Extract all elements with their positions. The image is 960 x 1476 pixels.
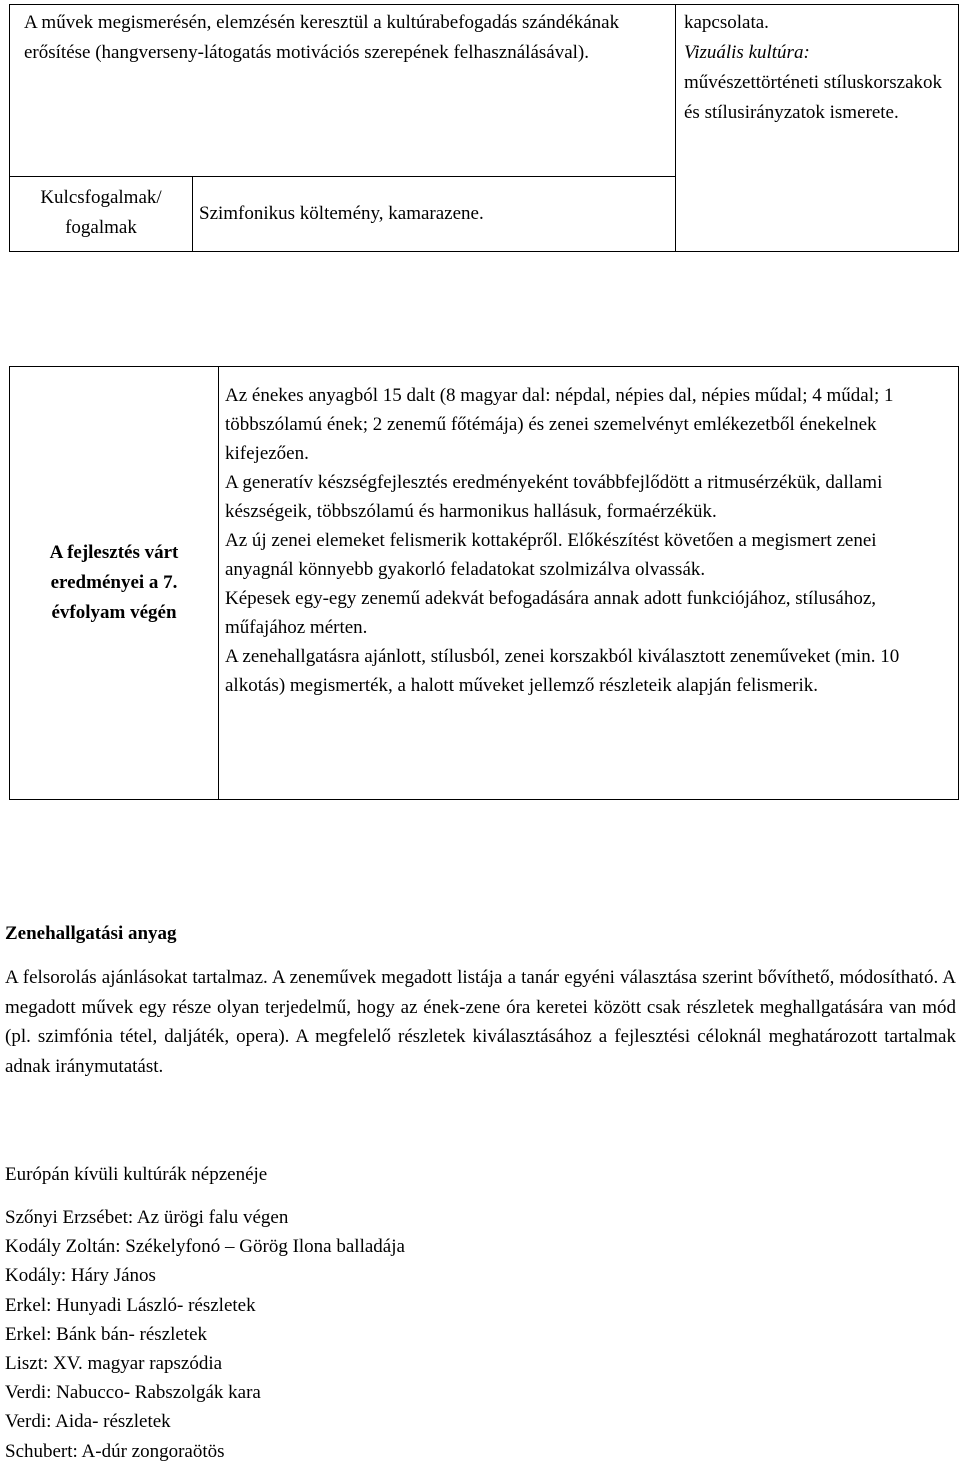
outcomes-label: A fejlesztés várt eredményei a 7. évfolyam végén	[10, 367, 219, 800]
list-item: Liszt: XV. magyar rapszódia	[5, 1353, 223, 1375]
section-title: Európán kívüli kultúrák népzenéje	[5, 1164, 268, 1185]
pieces-list	[5, 1203, 405, 1466]
key-concepts-label: Kulcsfogalmak/ fogalmak	[10, 177, 193, 252]
outcome-paragraph: Az énekes anyagból 15 dalt (8 magyar dal: népdal, népies dal, népies műdal; 4 műdal; 1 többszólamú ének; 2 zenemű főtémája) és zenei szemelvényt emlékezetből énekelnek kifejezően.	[225, 385, 894, 464]
outcomes-text-cell	[219, 367, 959, 800]
list-item: Verdi: Nabucco- Rabszolgák kara	[5, 1382, 261, 1404]
outcomes-table	[9, 366, 959, 800]
listening-heading: Zenehallgatási anyag	[5, 923, 177, 944]
outcome-paragraph: A generatív készségfejlesztés eredményeként továbbfejlődött a ritmusérzékük, dallami készségeik, többszólamú és harmonikus hallásuk, formaérzékük.	[225, 472, 883, 522]
outcome-paragraph: Képesek egy-egy zenemű adekvát befogadására annak adott funkciójához, stílusához, műfajához mérten.	[225, 588, 877, 638]
outcome-paragraph: Az új zenei elemeket felismerik kottaképről. Előkészítést követően a megismert zenei anyagnál könnyebb gyakorló feladatokat szolmizálva olvassák.	[225, 530, 877, 580]
list-item: Erkel: Bánk bán- részletek	[5, 1323, 208, 1345]
goal-text: A művek megismerésén, elemzésén keresztül a kultúrabefogadás szándékának erősítése (hangverseny-látogatás motivációs szerepének felhasználásával).	[24, 12, 620, 63]
key-concepts-value: Szimfonikus költemény, kamarazene.	[193, 177, 676, 252]
list-item: Kodály Zoltán: Székelyfonó – Görög Ilona balladája	[5, 1236, 405, 1258]
list-item: Szőnyi Erzsébet: Az ürögi falu végen	[5, 1207, 289, 1228]
outcome-paragraph: A zenehallgatásra ajánlott, stílusból, zenei korszakból kiválasztott zeneműveket (min. 10 alkotás) megismerték, a halott műveket jellemző részleteik alapján felismerik.	[225, 646, 900, 696]
goal-cell	[10, 5, 676, 177]
related-rest-text: művészettörténeti stíluskorszakok és stílusirányzatok ismerete.	[684, 72, 943, 123]
curriculum-top-table	[9, 4, 959, 252]
list-item: Kodály: Háry János	[5, 1265, 156, 1287]
list-item: Schubert: A-dúr zongoraötös	[5, 1440, 225, 1462]
list-item: Verdi: Aida- részletek	[5, 1411, 171, 1433]
listening-paragraph: A felsorolás ajánlásokat tartalmaz. A zeneművek megadott listája a tanár egyéni választása szerint bővíthető, módosítható. A megadott művek egy része olyan terjedelmű, hogy az ének-zene óra keretei között csak részletek meghallgatására van mód (pl. szimfónia tétel, daljáték, opera). A megfelelő részletek kiválasztásához a fejlesztési céloknál meghatározott tartalmak adnak iránymutatást.	[5, 967, 956, 1077]
related-cell	[676, 5, 959, 252]
list-item: Erkel: Hunyadi László- részletek	[5, 1294, 256, 1316]
related-italic-label: Vizuális kultúra:	[684, 42, 810, 63]
related-text: kapcsolata.	[684, 12, 769, 33]
